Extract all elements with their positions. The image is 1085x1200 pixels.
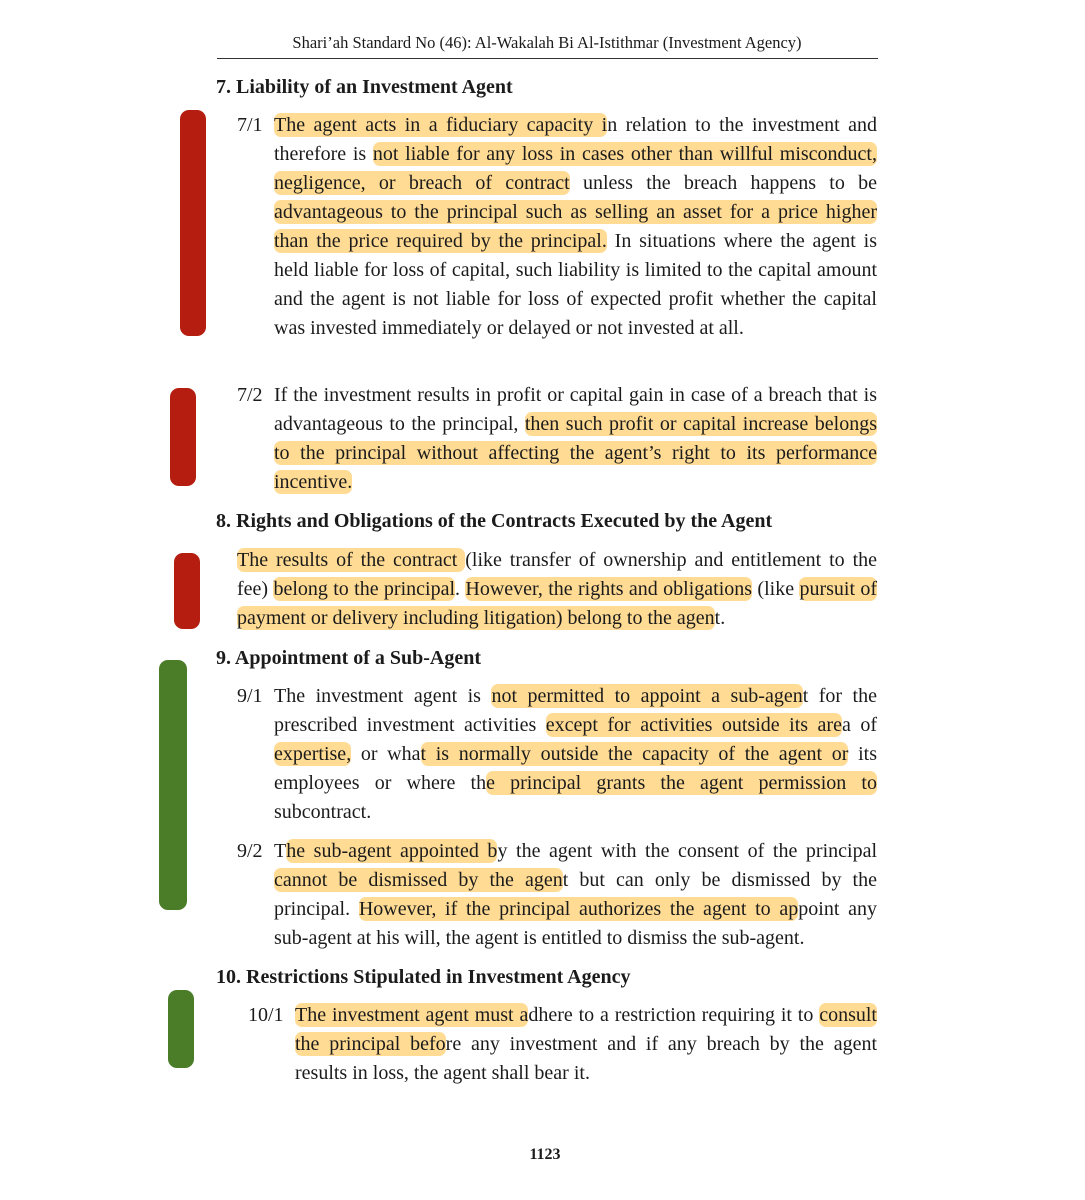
clause-number: 7/2 (237, 384, 263, 406)
clause-text (274, 381, 877, 497)
clause-text-segment: dhere to a restriction requiring it to (528, 1004, 820, 1026)
clause-text-segment: t. (714, 607, 726, 629)
clause-text-segment: unless the breach happens to be (569, 172, 877, 194)
margin-bar-red (174, 553, 200, 629)
section-heading: 7. Liability of an Investment Agent (216, 76, 513, 98)
clause-text-segment: (like transfer of ownership and entitlement to the fee) (237, 549, 877, 600)
highlighted-text: expertise, (274, 743, 352, 765)
clause-text-segment: re any investment and if any breach by the agent results in loss, the agent shall bear it. (295, 1033, 877, 1084)
highlighted-text: belong to the principal (273, 578, 456, 600)
clause-text-segment: t for the prescribed investment activities (274, 685, 877, 736)
highlighted-text: e principal grants the agent permission to (486, 772, 877, 794)
highlighted-text: The investment agent must a (295, 1004, 529, 1026)
highlighted-text: except for activities outside its are (545, 714, 842, 736)
clause-text (274, 682, 877, 827)
clause-number: 9/1 (237, 685, 263, 707)
clause-text-segment: point any sub-agent at his will, the agent is entitled to dismiss the sub-agent. (274, 898, 877, 949)
section-heading: 10. Restrictions Stipulated in Investment Agency (216, 966, 631, 988)
page-number: 1123 (529, 1146, 561, 1163)
clause-text-segment: or wha (351, 743, 421, 765)
highlighted-text: advantageous to the principal such as selling an asset for a price higher than the price required by the principal. (274, 201, 877, 252)
highlighted-text: However, the rights and obligations (465, 578, 753, 600)
clause-text-segment: subcontract. (274, 801, 372, 823)
clause-text-segment: . (455, 578, 466, 600)
highlighted-text: The agent acts in a fiduciary capacity i (274, 114, 608, 136)
highlighted-text: The results of the contract (237, 549, 466, 571)
highlighted-text: consult the principal befo (295, 1004, 877, 1055)
highlighted-text: then such profit or capital increase belongs to the principal without affecting the agent’s right to its performance incentive. (274, 413, 878, 493)
running-header: Shari’ah Standard No (46): Al-Wakalah Bi Al-Istithmar (Investment Agency) (292, 33, 802, 52)
clause-text-segment: its employees or where th (274, 743, 877, 794)
highlighted-text: not permitted to appoint a sub-agen (491, 685, 803, 707)
margin-bar-red (170, 388, 196, 486)
section-heading: 8. Rights and Obligations of the Contracts Executed by the Agent (216, 510, 773, 532)
highlighted-text: t is normally outside the capacity of the agent or (420, 743, 849, 765)
margin-bar-green (168, 990, 194, 1068)
margin-bar-red (180, 110, 206, 336)
clause-text-segment: n relation to the investment and therefore is (274, 114, 878, 165)
clause-text (295, 1001, 877, 1088)
highlighted-text: cannot be dismissed by the agen (274, 869, 563, 891)
clause-number: 9/2 (237, 840, 263, 862)
clause-text (274, 111, 877, 343)
clause-text-segment: T (274, 840, 287, 862)
clause-text (237, 546, 877, 633)
highlighted-text: not liable for any loss in cases other than willful misconduct, negligence, or breach of contract (274, 143, 877, 194)
header-rule (217, 58, 878, 59)
highlighted-text: pursuit of payment or delivery including litigation) belong to the agen (237, 578, 878, 629)
clause-number: 7/1 (237, 114, 263, 136)
clause-text-segment: t but can only be dismissed by the principal. (274, 869, 877, 920)
highlighted-text: he sub-agent appointed b (286, 840, 498, 862)
clause-text-segment: If the investment results in profit or capital gain in case of a breach that is advantageous to the principal, (274, 384, 877, 435)
section-heading: 9. Appointment of a Sub-Agent (216, 647, 482, 669)
margin-bar-green (159, 660, 187, 910)
clause-text (274, 837, 877, 953)
clause-text-segment: a of (841, 714, 877, 736)
clause-text-segment: The investment agent is (274, 685, 492, 707)
clause-text-segment: In situations where the agent is held liable for loss of capital, such liability is limited to the capital amount and the agent is not liable for loss of expected profit whether the capital was invested immediately or delayed or not invested at all. (274, 230, 877, 339)
clause-text-segment: y the agent with the consent of the principal (497, 840, 878, 862)
clause-text-segment: (like (752, 578, 800, 600)
clause-number: 10/1 (248, 1004, 284, 1026)
highlighted-text: However, if the principal authorizes the agent to ap (358, 898, 799, 920)
